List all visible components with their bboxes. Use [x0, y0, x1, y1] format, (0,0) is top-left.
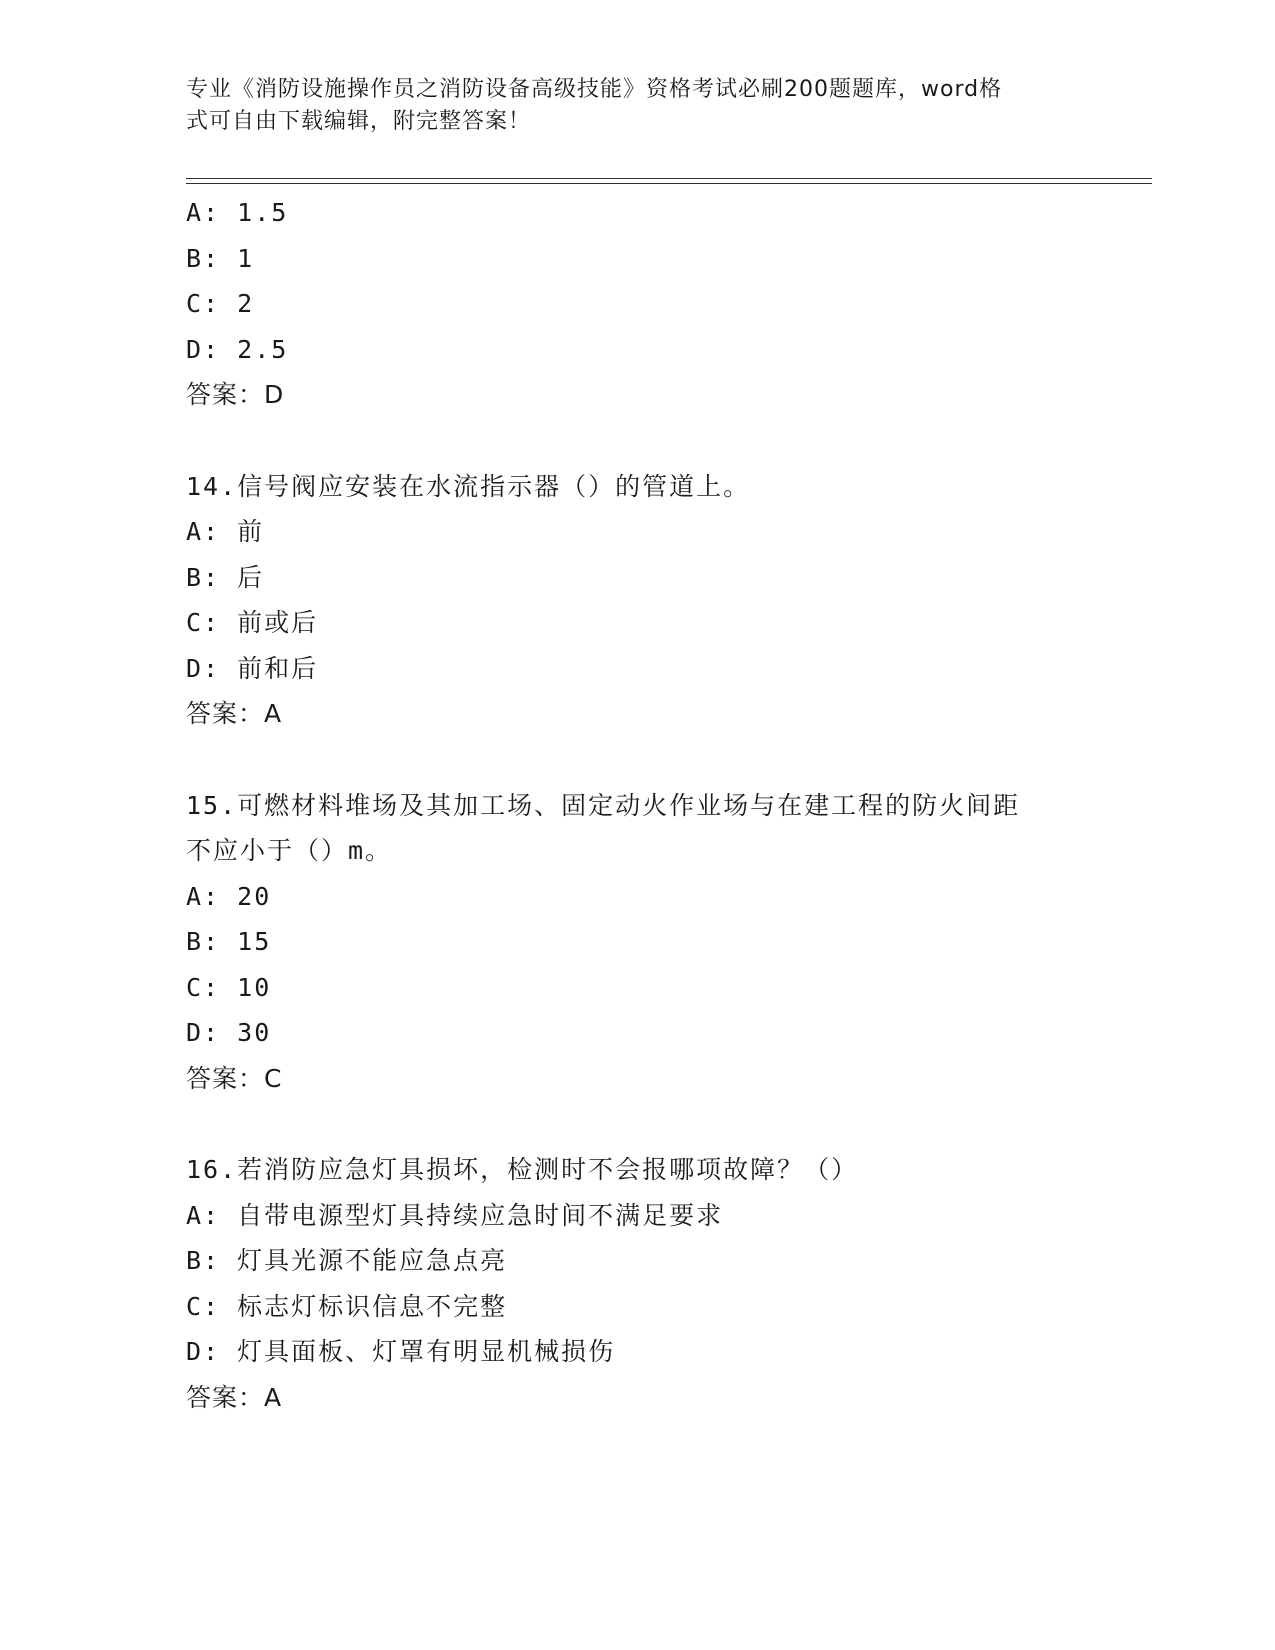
header-line-2: 式可自由下载编辑，附完整答案！ [186, 109, 532, 134]
spacer [186, 1101, 1086, 1147]
option-b: B: 15 [186, 927, 272, 956]
option-a: A: 20 [186, 881, 272, 911]
header-divider-top [186, 178, 1152, 179]
header-line-1: 专业《消防设施操作员之消防设备高级技能》资格考试必刷200题题库，word格 [186, 77, 1003, 102]
option-d: D: 2.5 [186, 334, 289, 364]
option-c: C: 标志灯标识信息不完整 [186, 1291, 508, 1321]
option-d: D: 灯具面板、灯罩有明显机械损伤 [186, 1337, 616, 1366]
question-text: 14.信号阀应安装在水流指示器（）的管道上。 [186, 471, 751, 501]
document-header [186, 74, 1066, 138]
option-a: A: 前 [186, 517, 265, 546]
option-c: C: 10 [186, 972, 272, 1002]
option-b: B: 灯具光源不能应急点亮 [186, 1246, 508, 1275]
option-b: B: 1 [186, 243, 255, 273]
option-c: C: 2 [186, 289, 255, 318]
answer: 答案：C [186, 1063, 283, 1093]
question-text-line-1: 15.可燃材料堆场及其加工场、固定动火作业场与在建工程的防火间距 [186, 790, 1021, 820]
question-list [186, 190, 1086, 1420]
spacer [186, 418, 1086, 464]
option-a: A: 1.5 [186, 198, 289, 227]
option-c: C: 前或后 [186, 608, 319, 637]
option-d: D: 前和后 [186, 653, 319, 683]
option-d: D: 30 [186, 1018, 272, 1047]
question-15 [186, 783, 1086, 1102]
header-divider-bottom [186, 183, 1152, 184]
question-16 [186, 1147, 1086, 1420]
spacer [186, 737, 1086, 783]
question-14 [186, 464, 1086, 737]
question-13 [186, 190, 1086, 418]
question-text: 16.若消防应急灯具损坏，检测时不会报哪项故障？（） [186, 1155, 859, 1184]
answer: 答案：A [186, 1382, 283, 1412]
option-b: B: 后 [186, 562, 265, 592]
answer: 答案：D [186, 380, 285, 409]
question-text-line-2: 不应小于（）m。 [186, 836, 393, 865]
answer: 答案：A [186, 699, 283, 728]
option-a: A: 自带电源型灯具持续应急时间不满足要求 [186, 1200, 724, 1230]
